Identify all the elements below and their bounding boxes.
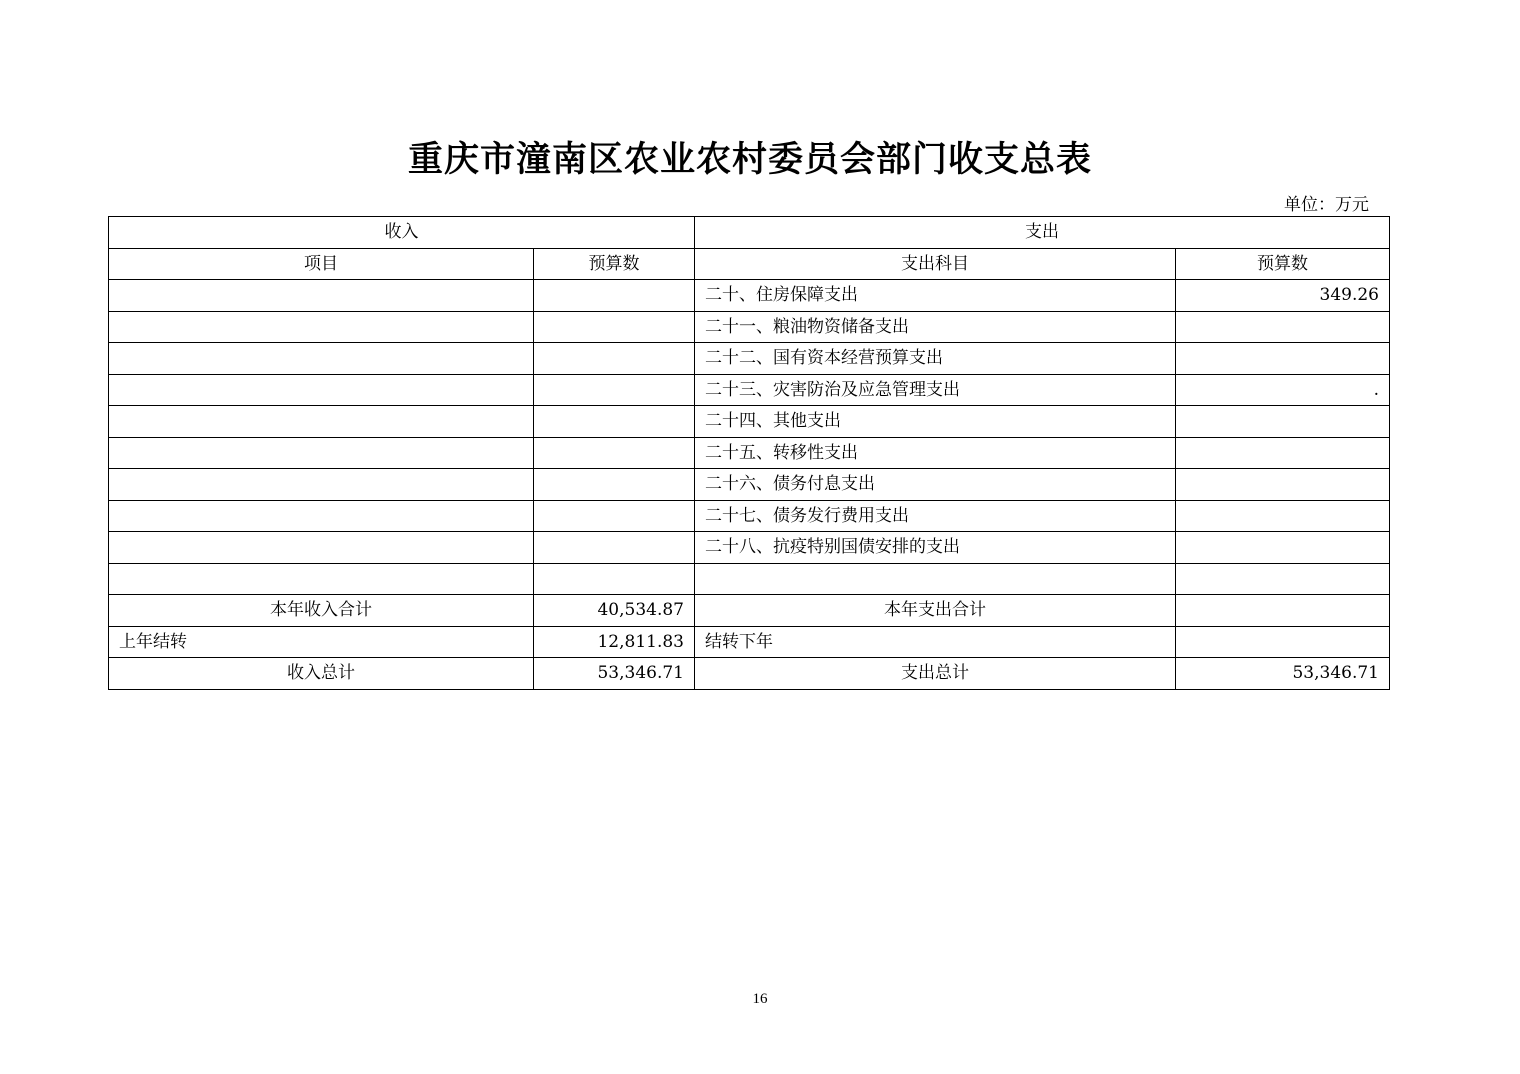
income-value-cell	[534, 374, 695, 406]
summary-row-total	[109, 658, 1390, 690]
summary-row-carry	[109, 626, 1390, 658]
table-row	[109, 500, 1390, 532]
income-item-cell	[109, 406, 534, 438]
income-item-cell	[109, 280, 534, 312]
expense-budget-header: 预算数	[1176, 248, 1390, 280]
expense-item-cell: 二十六、债务付息支出	[695, 469, 1176, 501]
income-value-cell	[534, 532, 695, 564]
expense-item-cell: 二十四、其他支出	[695, 406, 1176, 438]
expense-item-cell: 二十、住房保障支出	[695, 280, 1176, 312]
income-item-cell	[109, 374, 534, 406]
expense-value-cell	[1176, 500, 1390, 532]
expense-item-cell: 二十七、债务发行费用支出	[695, 500, 1176, 532]
income-value-cell	[534, 563, 695, 595]
carry-in-value: 12,811.83	[534, 626, 695, 658]
income-item-header: 项目	[109, 248, 534, 280]
table-row	[109, 311, 1390, 343]
table-row	[109, 280, 1390, 312]
expense-value-cell	[1176, 437, 1390, 469]
expense-value-cell: .	[1176, 374, 1390, 406]
carry-out-value	[1176, 626, 1390, 658]
table-row	[109, 374, 1390, 406]
income-value-cell	[534, 406, 695, 438]
unit-label: 单位：万元	[1284, 195, 1369, 215]
year-income-value: 40,534.87	[534, 595, 695, 627]
year-expense-value	[1176, 595, 1390, 627]
summary-row-year	[109, 595, 1390, 627]
page-title: 重庆市潼南区农业农村委员会部门收支总表	[407, 139, 1092, 180]
year-income-label: 本年收入合计	[109, 595, 534, 627]
carry-out-label: 结转下年	[695, 626, 1176, 658]
income-item-cell	[109, 311, 534, 343]
income-item-cell	[109, 563, 534, 595]
income-item-cell	[109, 532, 534, 564]
year-expense-label: 本年支出合计	[695, 595, 1176, 627]
table-row	[109, 437, 1390, 469]
header-row-columns	[109, 248, 1390, 280]
expense-value-cell	[1176, 469, 1390, 501]
table-row	[109, 469, 1390, 501]
expense-value-cell	[1176, 532, 1390, 564]
income-value-cell	[534, 500, 695, 532]
table-row	[109, 406, 1390, 438]
income-item-cell	[109, 437, 534, 469]
expense-item-cell: 二十二、国有资本经营预算支出	[695, 343, 1176, 375]
carry-in-label: 上年结转	[109, 626, 534, 658]
income-value-cell	[534, 280, 695, 312]
expense-item-header: 支出科目	[695, 248, 1176, 280]
page-number: 16	[752, 991, 768, 1007]
total-expense-value: 53,346.71	[1176, 658, 1390, 690]
total-income-value: 53,346.71	[534, 658, 695, 690]
table-body	[109, 217, 1390, 690]
expense-value-cell	[1176, 406, 1390, 438]
expense-value-cell	[1176, 563, 1390, 595]
income-value-cell	[534, 311, 695, 343]
income-value-cell	[534, 437, 695, 469]
budget-table	[108, 216, 1390, 690]
expense-value-cell: 349.26	[1176, 280, 1390, 312]
expense-item-cell: 二十一、粮油物资储备支出	[695, 311, 1176, 343]
income-item-cell	[109, 500, 534, 532]
expense-value-cell	[1176, 343, 1390, 375]
header-row-group	[109, 217, 1390, 249]
income-item-cell	[109, 343, 534, 375]
income-item-cell	[109, 469, 534, 501]
income-value-cell	[534, 343, 695, 375]
expense-header: 支出	[695, 217, 1390, 249]
table-row	[109, 563, 1390, 595]
expense-item-cell: 二十三、灾害防治及应急管理支出	[695, 374, 1176, 406]
table-row	[109, 343, 1390, 375]
expense-item-cell	[695, 563, 1176, 595]
expense-value-cell	[1176, 311, 1390, 343]
total-expense-label: 支出总计	[695, 658, 1176, 690]
table-row	[109, 532, 1390, 564]
income-budget-header: 预算数	[534, 248, 695, 280]
income-value-cell	[534, 469, 695, 501]
expense-item-cell: 二十五、转移性支出	[695, 437, 1176, 469]
total-income-label: 收入总计	[109, 658, 534, 690]
expense-item-cell: 二十八、抗疫特别国债安排的支出	[695, 532, 1176, 564]
income-header: 收入	[109, 217, 695, 249]
